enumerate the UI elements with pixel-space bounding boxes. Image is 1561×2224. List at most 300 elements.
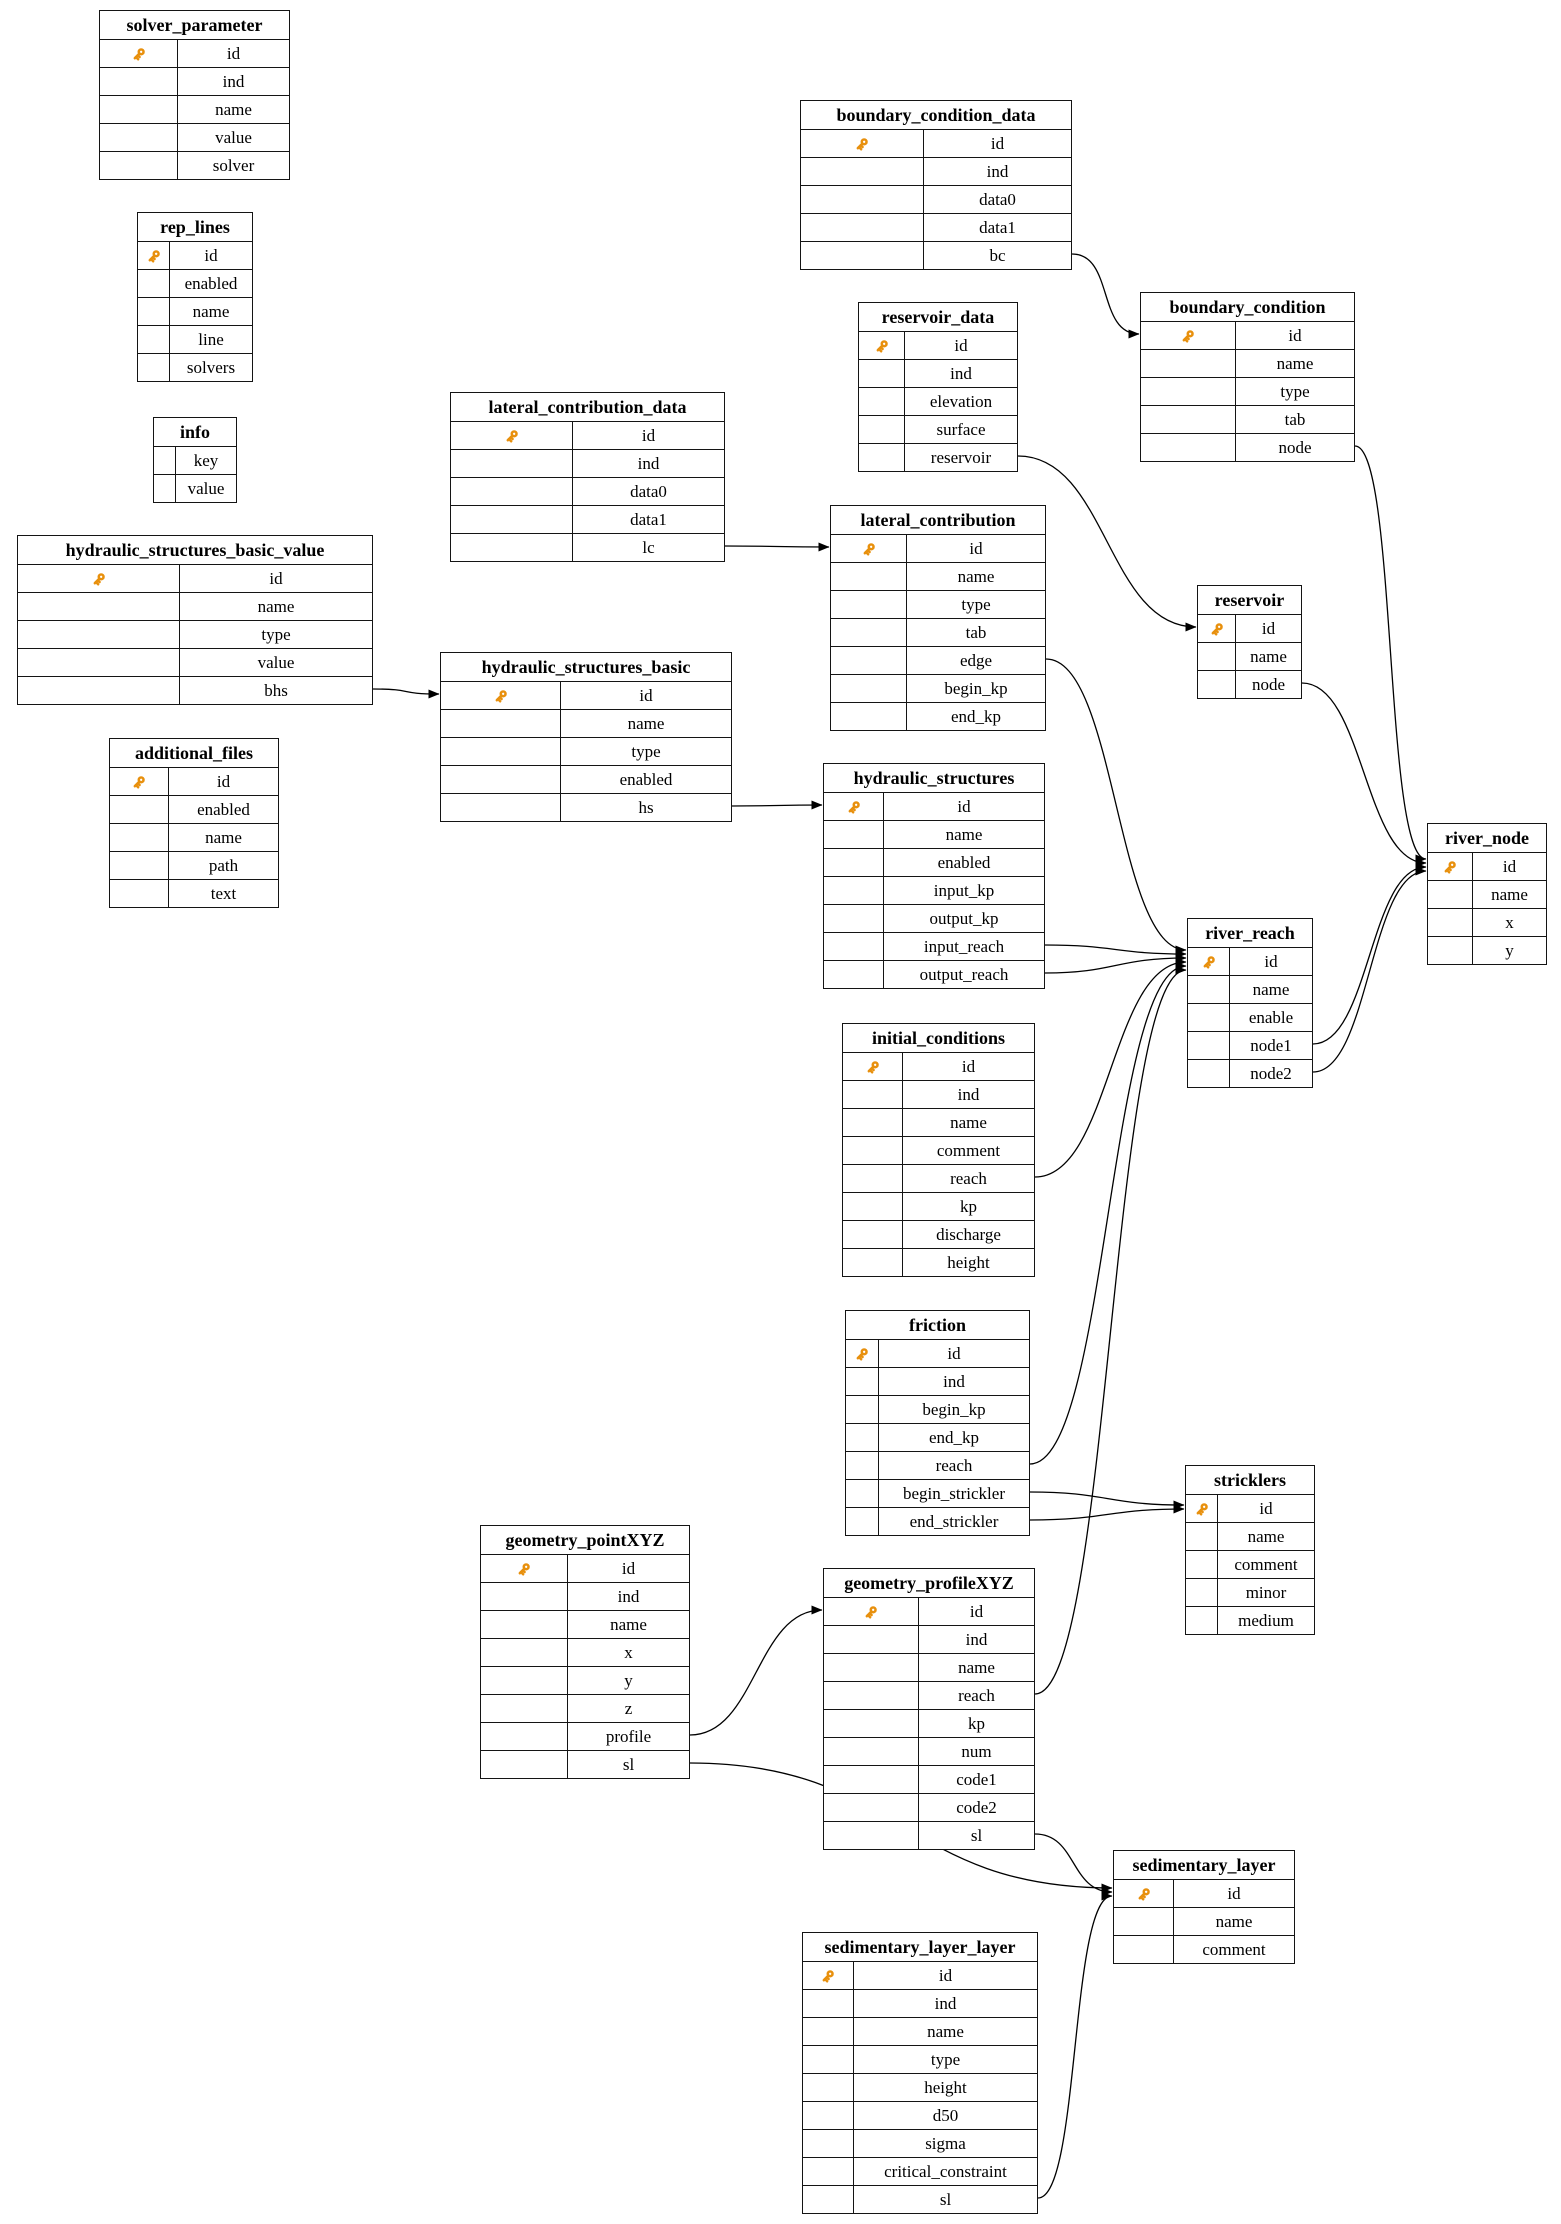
empty-key-cell — [100, 152, 178, 179]
table-row — [803, 1989, 1037, 2017]
table-row — [824, 1709, 1034, 1737]
field-geometry_pointXYZ-id: id — [621, 1559, 636, 1578]
table-row — [1198, 670, 1301, 698]
primary-key-cell — [846, 1340, 879, 1367]
field-geometry_profileXYZ-code2: code2 — [956, 1798, 997, 1817]
empty-key-cell — [803, 2018, 854, 2045]
table-row — [801, 129, 1071, 157]
field-lateral_contribution-type: type — [961, 595, 991, 614]
empty-key-cell — [154, 447, 176, 474]
primary-key-cell — [1114, 1880, 1174, 1907]
table-row — [1198, 614, 1301, 642]
table-row — [1141, 349, 1354, 377]
field-stricklers-medium: medium — [1238, 1611, 1294, 1630]
edge-boundary_condition-node-to-river_node — [1355, 446, 1426, 859]
table-row — [846, 1507, 1029, 1535]
field-lateral_contribution-end_kp: end_kp — [950, 707, 1002, 726]
table-row — [803, 2073, 1037, 2101]
table-row — [1428, 908, 1546, 936]
field-info-value: value — [187, 479, 225, 498]
table-row — [824, 1765, 1034, 1793]
empty-key-cell — [803, 2074, 854, 2101]
field-reservoir_data-ind: ind — [950, 364, 972, 383]
table-row — [824, 876, 1044, 904]
table-row — [1186, 1522, 1314, 1550]
field-lateral_contribution_data-data0: data0 — [630, 482, 667, 501]
table-row — [100, 39, 289, 67]
empty-key-cell — [1188, 976, 1230, 1003]
empty-key-cell — [803, 2102, 854, 2129]
table-row — [803, 1961, 1037, 1989]
empty-key-cell — [138, 270, 170, 297]
field-lateral_contribution-edge: edge — [959, 651, 993, 670]
empty-key-cell — [831, 563, 907, 590]
primary-key-icon — [865, 1059, 881, 1075]
empty-key-cell — [481, 1667, 568, 1694]
field-initial_conditions-kp: kp — [960, 1197, 977, 1216]
table-row — [481, 1638, 689, 1666]
table-row — [843, 1164, 1034, 1192]
table-row — [481, 1666, 689, 1694]
primary-key-icon — [1180, 328, 1196, 344]
table-row — [441, 793, 731, 821]
field-additional_files-enabled: enabled — [197, 800, 250, 819]
table-boundary_condition — [1140, 292, 1355, 462]
field-sedimentary_layer_layer-id: id — [938, 1966, 953, 1985]
edge-river_reach-node2-to-river_node — [1313, 871, 1426, 1072]
field-geometry_profileXYZ-sl: sl — [970, 1826, 983, 1845]
empty-key-cell — [1188, 1004, 1230, 1031]
table-row — [441, 681, 731, 709]
table-row — [831, 702, 1045, 730]
table-row — [824, 1821, 1034, 1849]
field-geometry_pointXYZ-y: y — [624, 1671, 633, 1690]
empty-key-cell — [801, 186, 924, 213]
empty-key-cell — [110, 852, 169, 879]
table-row — [1428, 936, 1546, 964]
field-geometry_pointXYZ-ind: ind — [617, 1587, 640, 1606]
primary-key-cell — [824, 793, 884, 820]
table-title-stricklers: stricklers — [1214, 1470, 1286, 1490]
field-boundary_condition-node: node — [1278, 438, 1312, 457]
empty-key-cell — [843, 1081, 903, 1108]
field-initial_conditions-discharge: discharge — [936, 1225, 1001, 1244]
field-hydraulic_structures-output_reach: output_reach — [919, 965, 1009, 984]
empty-key-cell — [843, 1249, 903, 1276]
table-stricklers — [1185, 1465, 1315, 1635]
table-row — [831, 674, 1045, 702]
table-row — [481, 1750, 689, 1778]
field-geometry_profileXYZ-ind: ind — [965, 1630, 988, 1649]
table-row — [1186, 1578, 1314, 1606]
table-row — [100, 67, 289, 95]
empty-key-cell — [846, 1508, 879, 1535]
field-hydraulic_structures_basic-name: name — [627, 714, 665, 733]
table-row — [100, 123, 289, 151]
table-sedimentary_layer_layer — [802, 1932, 1038, 2214]
primary-key-icon — [874, 338, 890, 354]
table-row — [481, 1694, 689, 1722]
primary-key-icon — [854, 136, 870, 152]
table-row — [1141, 377, 1354, 405]
table-reservoir — [1197, 585, 1302, 699]
primary-key-icon — [504, 428, 520, 444]
empty-key-cell — [801, 242, 924, 269]
empty-key-cell — [859, 416, 905, 443]
table-row — [859, 331, 1017, 359]
table-row — [138, 325, 252, 353]
empty-key-cell — [100, 96, 178, 123]
empty-key-cell — [831, 591, 907, 618]
field-rep_lines-name: name — [192, 302, 230, 321]
table-title-info: info — [179, 422, 210, 442]
field-initial_conditions-id: id — [961, 1057, 976, 1076]
empty-key-cell — [138, 298, 170, 325]
table-row — [824, 1681, 1034, 1709]
field-rep_lines-line: line — [198, 330, 224, 349]
empty-key-cell — [846, 1452, 879, 1479]
field-boundary_condition_data-data1: data1 — [979, 218, 1016, 237]
empty-key-cell — [1198, 643, 1236, 670]
table-row — [1428, 880, 1546, 908]
empty-key-cell — [441, 766, 561, 793]
table-row — [451, 477, 724, 505]
table-row — [1186, 1494, 1314, 1522]
edge-geometry_profileXYZ-reach-to-river_reach — [1035, 970, 1186, 1694]
field-sedimentary_layer_layer-sigma: sigma — [925, 2134, 966, 2153]
field-lateral_contribution_data-id: id — [641, 426, 656, 445]
primary-key-icon — [516, 1561, 532, 1577]
empty-key-cell — [110, 796, 169, 823]
empty-key-cell — [18, 649, 180, 676]
table-row — [859, 415, 1017, 443]
table-row — [1114, 1935, 1294, 1963]
field-hydraulic_structures_basic_value-bhs: bhs — [264, 681, 288, 700]
primary-key-icon — [91, 571, 107, 587]
empty-key-cell — [441, 794, 561, 821]
field-hydraulic_structures-enabled: enabled — [937, 853, 991, 872]
empty-key-cell — [110, 824, 169, 851]
table-lateral_contribution — [830, 505, 1046, 731]
empty-key-cell — [451, 506, 573, 533]
field-hydraulic_structures_basic_value-id: id — [269, 569, 283, 588]
table-row — [831, 562, 1045, 590]
empty-key-cell — [824, 849, 884, 876]
field-additional_files-path: path — [208, 856, 239, 875]
field-solver_parameter-name: name — [215, 100, 252, 119]
field-friction-reach: reach — [935, 1456, 973, 1475]
primary-key-cell — [803, 1962, 854, 1989]
empty-key-cell — [846, 1424, 879, 1451]
field-sedimentary_layer_layer-ind: ind — [934, 1994, 957, 2013]
field-additional_files-text: text — [210, 884, 237, 903]
table-hydraulic_structures — [823, 763, 1045, 989]
empty-key-cell — [846, 1368, 879, 1395]
field-sedimentary_layer_layer-sl: sl — [939, 2190, 952, 2209]
table-row — [154, 474, 236, 502]
table-row — [859, 443, 1017, 471]
empty-key-cell — [1186, 1523, 1218, 1550]
field-hydraulic_structures-input_kp: input_kp — [933, 881, 995, 900]
table-row — [451, 449, 724, 477]
primary-key-cell — [843, 1053, 903, 1080]
table-row — [843, 1192, 1034, 1220]
table-rep_lines — [137, 212, 253, 382]
table-row — [110, 795, 278, 823]
primary-key-cell — [1198, 615, 1236, 642]
empty-key-cell — [18, 677, 180, 704]
empty-key-cell — [18, 593, 180, 620]
table-row — [110, 879, 278, 907]
empty-key-cell — [824, 1766, 919, 1793]
field-boundary_condition-type: type — [1280, 382, 1310, 401]
table-row — [824, 1737, 1034, 1765]
table-title-geometry_profileXYZ: geometry_profileXYZ — [844, 1573, 1014, 1593]
field-initial_conditions-height: height — [947, 1253, 990, 1272]
table-solver_parameter — [99, 10, 290, 180]
table-friction — [845, 1310, 1030, 1536]
edge-geometry_profileXYZ-sl-to-sedimentary_layer — [1035, 1834, 1112, 1892]
primary-key-icon — [131, 774, 147, 790]
table-title-solver_parameter: solver_parameter — [126, 15, 263, 35]
table-title-boundary_condition: boundary_condition — [1169, 297, 1326, 317]
empty-key-cell — [1428, 937, 1473, 964]
primary-key-icon — [493, 688, 509, 704]
field-info-key: key — [193, 451, 219, 470]
edge-hydraulic_structures_basic_value-bhs-to-hydraulic_structures_basic — [373, 689, 439, 694]
empty-key-cell — [100, 124, 178, 151]
table-row — [824, 1653, 1034, 1681]
field-hydraulic_structures_basic_value-type: type — [261, 625, 291, 644]
table-row — [824, 960, 1044, 988]
field-boundary_condition-name: name — [1276, 354, 1314, 373]
table-row — [846, 1423, 1029, 1451]
empty-key-cell — [824, 1738, 919, 1765]
empty-key-cell — [481, 1639, 568, 1666]
edge-lateral_contribution-edge-to-river_reach — [1046, 659, 1186, 950]
primary-key-cell — [138, 242, 170, 269]
table-row — [1114, 1907, 1294, 1935]
table-row — [846, 1339, 1029, 1367]
table-row — [441, 737, 731, 765]
table-geometry_profileXYZ — [823, 1568, 1035, 1850]
field-friction-end_kp: end_kp — [928, 1428, 980, 1447]
field-solver_parameter-id: id — [226, 44, 241, 63]
primary-key-cell — [18, 565, 180, 592]
field-lateral_contribution-id: id — [969, 539, 983, 558]
primary-key-cell — [451, 422, 573, 449]
edge-lateral_contribution_data-lc-to-lateral_contribution — [725, 546, 829, 547]
field-reservoir-node: node — [1251, 675, 1286, 694]
table-title-initial_conditions: initial_conditions — [871, 1028, 1006, 1048]
table-hydraulic_structures_basic_value — [17, 535, 373, 705]
field-river_reach-node2: node2 — [1250, 1064, 1292, 1083]
field-lateral_contribution_data-data1: data1 — [630, 510, 667, 529]
empty-key-cell — [481, 1583, 568, 1610]
field-river_reach-id: id — [1264, 952, 1278, 971]
empty-key-cell — [1141, 434, 1236, 461]
field-reservoir_data-reservoir: reservoir — [930, 448, 992, 467]
field-geometry_pointXYZ-profile: profile — [605, 1727, 652, 1746]
table-row — [831, 618, 1045, 646]
field-solver_parameter-ind: ind — [222, 72, 245, 91]
primary-key-icon — [1442, 859, 1458, 875]
table-title-lateral_contribution: lateral_contribution — [860, 510, 1016, 530]
empty-key-cell — [843, 1109, 903, 1136]
field-lateral_contribution_data-ind: ind — [637, 454, 660, 473]
empty-key-cell — [481, 1611, 568, 1638]
empty-key-cell — [859, 360, 905, 387]
table-row — [18, 592, 372, 620]
table-row — [481, 1554, 689, 1582]
table-title-geometry_pointXYZ: geometry_pointXYZ — [505, 1530, 665, 1550]
table-row — [18, 620, 372, 648]
empty-key-cell — [824, 933, 884, 960]
table-title-reservoir_data: reservoir_data — [881, 307, 995, 327]
field-boundary_condition_data-ind: ind — [986, 162, 1009, 181]
empty-key-cell — [1186, 1579, 1218, 1606]
field-rep_lines-enabled: enabled — [184, 274, 238, 293]
table-title-sedimentary_layer_layer: sedimentary_layer_layer — [824, 1937, 1016, 1957]
table-row — [451, 421, 724, 449]
field-hydraulic_structures_basic-hs: hs — [638, 798, 654, 817]
field-friction-ind: ind — [943, 1372, 965, 1391]
empty-key-cell — [1114, 1908, 1174, 1935]
table-row — [801, 241, 1071, 269]
primary-key-icon — [1136, 1886, 1152, 1902]
field-geometry_profileXYZ-id: id — [969, 1602, 984, 1621]
empty-key-cell — [801, 214, 924, 241]
table-row — [803, 2185, 1037, 2213]
field-lateral_contribution-name: name — [957, 567, 995, 586]
edge-initial_conditions-reach-to-river_reach — [1035, 962, 1186, 1177]
primary-key-cell — [441, 682, 561, 709]
empty-key-cell — [1428, 881, 1473, 908]
table-title-hydraulic_structures_basic: hydraulic_structures_basic — [481, 657, 691, 677]
field-geometry_pointXYZ-z: z — [624, 1699, 633, 1718]
empty-key-cell — [18, 621, 180, 648]
field-lateral_contribution-tab: tab — [965, 623, 987, 642]
table-title-lateral_contribution_data: lateral_contribution_data — [488, 397, 687, 417]
field-friction-id: id — [947, 1344, 961, 1363]
empty-key-cell — [138, 354, 170, 381]
field-stricklers-comment: comment — [1234, 1555, 1298, 1574]
table-title-river_reach: river_reach — [1205, 923, 1295, 943]
primary-key-cell — [1186, 1495, 1218, 1522]
empty-key-cell — [481, 1723, 568, 1750]
field-river_node-id: id — [1502, 857, 1517, 876]
table-row — [846, 1395, 1029, 1423]
field-stricklers-minor: minor — [1245, 1583, 1287, 1602]
table-row — [100, 151, 289, 179]
field-friction-begin_strickler: begin_strickler — [903, 1484, 1005, 1503]
empty-key-cell — [154, 475, 176, 502]
field-geometry_pointXYZ-x: x — [624, 1643, 633, 1662]
primary-key-cell — [831, 535, 907, 562]
table-row — [843, 1248, 1034, 1276]
empty-key-cell — [831, 703, 907, 730]
table-title-river_node: river_node — [1445, 828, 1529, 848]
empty-key-cell — [824, 821, 884, 848]
primary-key-cell — [100, 40, 178, 67]
edge-sedimentary_layer_layer-sl-to-sedimentary_layer — [1038, 1896, 1112, 2198]
primary-key-icon — [820, 1968, 836, 1984]
empty-key-cell — [824, 1654, 919, 1681]
primary-key-icon — [131, 46, 147, 62]
table-row — [1428, 852, 1546, 880]
empty-key-cell — [138, 326, 170, 353]
field-hydraulic_structures_basic-enabled: enabled — [619, 770, 673, 789]
table-row — [859, 387, 1017, 415]
empty-key-cell — [803, 2046, 854, 2073]
empty-key-cell — [803, 1990, 854, 2017]
field-hydraulic_structures-id: id — [957, 797, 971, 816]
field-hydraulic_structures-output_kp: output_kp — [929, 909, 999, 928]
table-row — [801, 213, 1071, 241]
table-row — [138, 241, 252, 269]
table-row — [846, 1479, 1029, 1507]
empty-key-cell — [801, 158, 924, 185]
field-hydraulic_structures-input_reach: input_reach — [923, 937, 1005, 956]
table-title-hydraulic_structures_basic_value: hydraulic_structures_basic_value — [65, 540, 325, 560]
empty-key-cell — [831, 647, 907, 674]
empty-key-cell — [831, 675, 907, 702]
empty-key-cell — [843, 1165, 903, 1192]
table-row — [1141, 405, 1354, 433]
field-sedimentary_layer_layer-height: height — [924, 2078, 967, 2097]
empty-key-cell — [441, 710, 561, 737]
field-boundary_condition_data-id: id — [990, 134, 1005, 153]
empty-key-cell — [1141, 350, 1236, 377]
field-geometry_profileXYZ-kp: kp — [968, 1714, 985, 1733]
empty-key-cell — [859, 444, 905, 471]
empty-key-cell — [824, 961, 884, 988]
field-river_node-x: x — [1505, 913, 1514, 932]
table-hydraulic_structures_basic — [440, 652, 732, 822]
table-row — [441, 765, 731, 793]
edge-hydraulic_structures-input_reach-to-river_reach — [1045, 945, 1186, 954]
table-row — [843, 1052, 1034, 1080]
primary-key-cell — [801, 130, 924, 157]
empty-key-cell — [824, 1682, 919, 1709]
table-row — [1186, 1550, 1314, 1578]
empty-key-cell — [100, 68, 178, 95]
primary-key-cell — [824, 1598, 919, 1625]
empty-key-cell — [824, 905, 884, 932]
field-geometry_profileXYZ-name: name — [958, 1658, 995, 1677]
table-row — [824, 1793, 1034, 1821]
empty-key-cell — [843, 1137, 903, 1164]
field-rep_lines-id: id — [204, 246, 218, 265]
edge-friction-end_strickler-to-stricklers — [1030, 1509, 1184, 1520]
empty-key-cell — [441, 738, 561, 765]
field-solver_parameter-value: value — [215, 128, 252, 147]
field-sedimentary_layer-id: id — [1227, 1884, 1241, 1903]
empty-key-cell — [451, 478, 573, 505]
table-row — [846, 1367, 1029, 1395]
field-river_node-y: y — [1505, 941, 1514, 960]
table-row — [843, 1080, 1034, 1108]
empty-key-cell — [824, 1822, 919, 1849]
empty-key-cell — [1428, 909, 1473, 936]
field-rep_lines-solvers: solvers — [186, 358, 236, 377]
table-title-hydraulic_structures: hydraulic_structures — [853, 768, 1015, 788]
edge-hydraulic_structures_basic-hs-to-hydraulic_structures — [732, 805, 822, 806]
empty-key-cell — [451, 534, 573, 561]
field-stricklers-id: id — [1259, 1499, 1273, 1518]
edge-reservoir-node-to-river_node — [1302, 683, 1426, 863]
empty-key-cell — [1141, 378, 1236, 405]
